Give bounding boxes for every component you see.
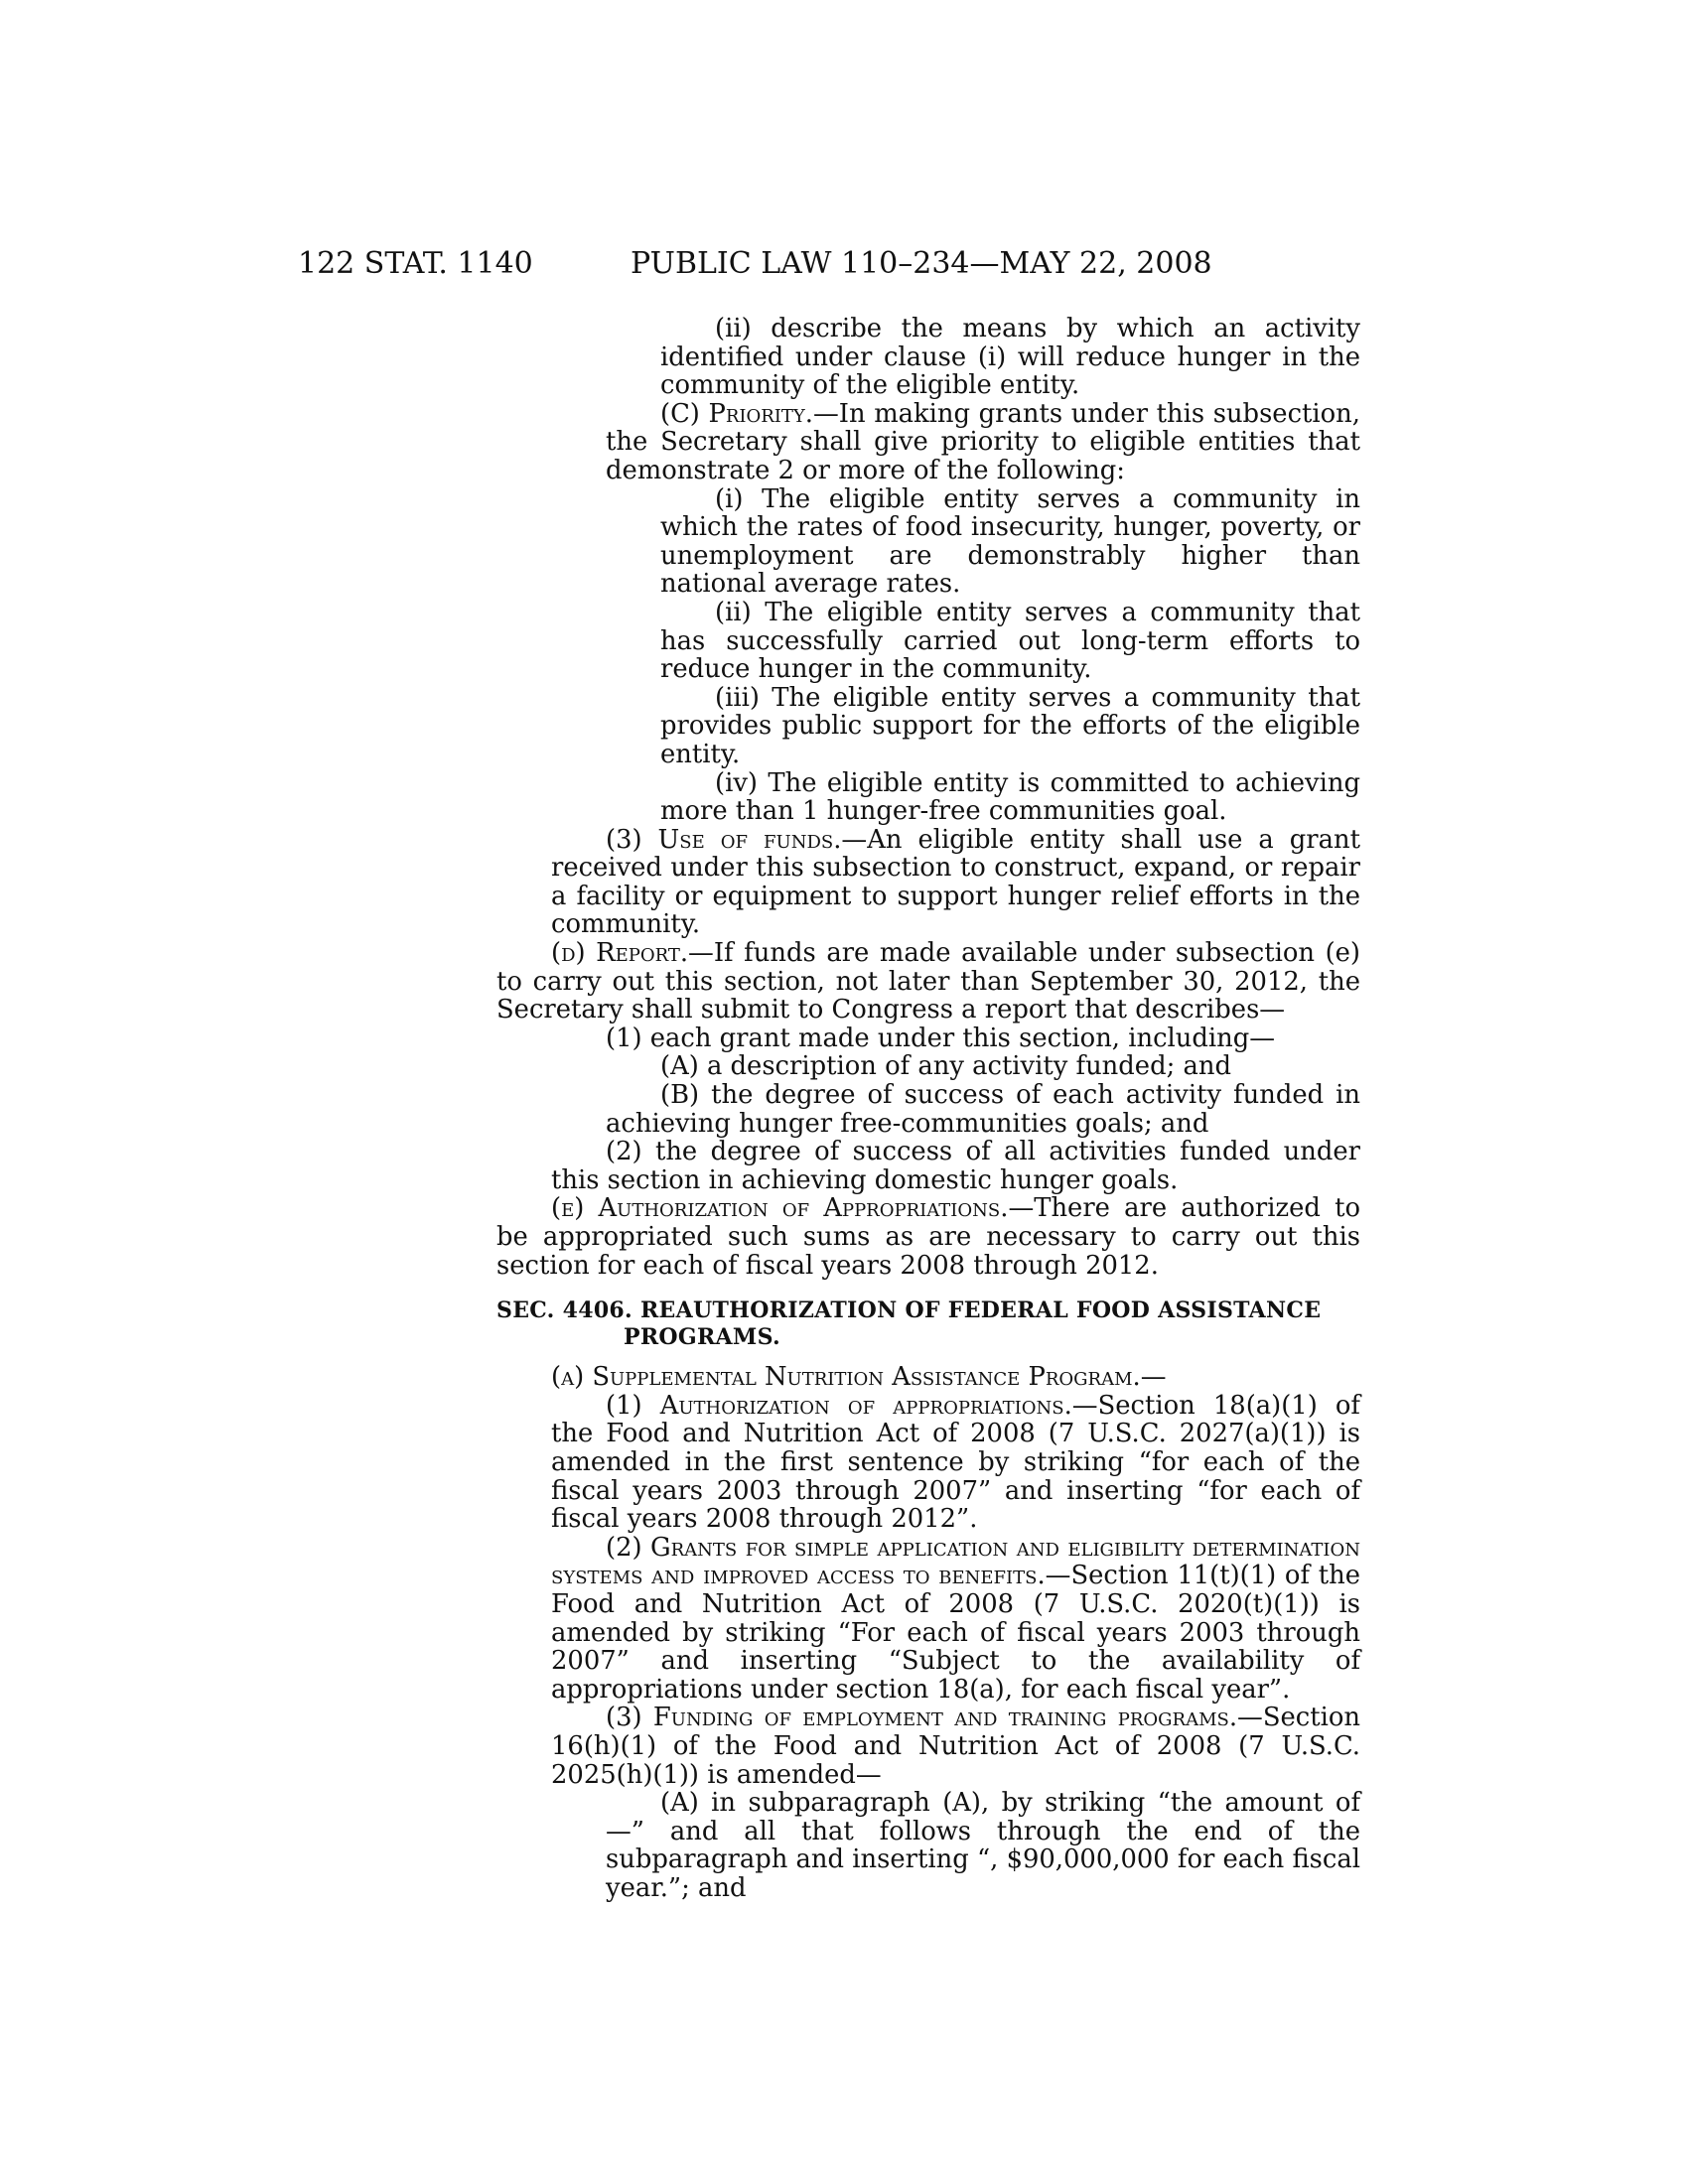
paragraph-text: —In making grants under this subsection, the Secretary shall give priority to eligible entities that demonstrate 2 or more of the following: — [606, 398, 1360, 485]
paragraph: (i) The eligible entity serves a community in which the rates of food insecurity, hunger, poverty, or unemployment are demonstrably higher than national average rates. — [660, 483, 1360, 600]
paragraph-heading: (d) Report. — [551, 938, 689, 969]
paragraph-text: —Section 16(h)(1) of the Food and Nutrition Act of 2008 (7 U.S.C. 2025(h)(1)) is amended— — [551, 1703, 1360, 1790]
statute-page-number: 122 STAT. 1140 — [298, 246, 533, 281]
paragraph — [496, 1194, 1360, 1280]
paragraph — [496, 1392, 1360, 1534]
paragraph: (iii) The eligible entity serves a community that provides public support for the efforts of the eligible entity. — [660, 682, 1360, 769]
paragraph — [496, 939, 1360, 1024]
paragraph: (2) the degree of success of all activities funded under this section in achieving domestic hunger goals. — [551, 1137, 1360, 1195]
paragraph: (ii) The eligible entity serves a community that has successfully carried out long-term efforts to reduce hunger in the community. — [660, 597, 1360, 685]
document-body — [496, 315, 1360, 1902]
paragraph-heading: (C) Priority. — [660, 398, 813, 429]
paragraph — [496, 1534, 1360, 1705]
paragraph — [496, 1704, 1360, 1789]
paragraph: (A) in subparagraph (A), by striking “the amount of—” and all that follows through the end of the subparagraph and inserting “, $90,000,000 for each fiscal year.”; and — [606, 1788, 1360, 1903]
paragraph: (B) the degree of success of each activity funded in achieving hunger free-communities goals; and — [606, 1080, 1360, 1139]
paragraph-text: —There are authorized to be appropriated such sums as are necessary to carry out this section for each of fiscal years 2008 through 2012. — [496, 1193, 1360, 1281]
paragraph-text: —If funds are made available under subsection (e) to carry out this section, not later than September 30, 2012, the Secretary shall submit to Congress a report that describes— — [496, 938, 1360, 1025]
paragraph — [496, 400, 1360, 485]
paragraph-heading: (3) Funding of employment and training programs. — [606, 1703, 1238, 1733]
paragraph-heading: (3) Use of funds. — [606, 824, 842, 855]
paragraph: (1) each grant made under this section, including— — [606, 1023, 1276, 1053]
paragraph: (A) a description of any activity funded; and — [660, 1051, 1231, 1082]
paragraph — [496, 1363, 1360, 1392]
paragraph: (iv) The eligible entity is committed to achieving more than 1 hunger-free communities goal. — [660, 767, 1360, 827]
paragraph: (ii) describe the means by which an activity identified under clause (i) will reduce hunger in the community of the eligible entity. — [660, 314, 1360, 401]
paragraph-text: —Section 18(a)(1) of the Food and Nutrition Act of 2008 (7 U.S.C. 2027(a)(1)) is amended in the first sentence by striking “for each of the fiscal years 2003 through 2007” and inserting “for each of fiscal years 2008 through 2012”. — [551, 1390, 1360, 1535]
section-heading: SEC. 4406. REAUTHORIZATION OF FEDERAL FOOD ASSISTANCE PROGRAMS. — [496, 1297, 1322, 1351]
paragraph-heading: (2) Grants for simple application and eligibility determination systems and improved access to benefits. — [551, 1532, 1360, 1591]
paragraph-heading: (1) Authorization of appropriations. — [606, 1390, 1072, 1421]
public-law-title: PUBLIC LAW 110–234—MAY 22, 2008 — [631, 246, 1212, 281]
paragraph-heading: (e) Authorization of Appropriations. — [551, 1193, 1009, 1224]
page-header — [0, 246, 1688, 286]
paragraph — [496, 826, 1360, 939]
paragraph-text: —An eligible entity shall use a grant received under this subsection to construct, expand, or repair a facility or equipment to support hunger relief efforts in the community. — [551, 824, 1360, 940]
paragraph-text: —Section 11(t)(1) of the Food and Nutrition Act of 2008 (7 U.S.C. 2020(t)(1)) is amended by striking “For each of fiscal years 2003 through 2007” and inserting “Subject to the availability of appropriations under section 18(a), for each fiscal year”. — [551, 1561, 1360, 1705]
paragraph-heading: (a) Supplemental Nutrition Assistance Program.— — [551, 1362, 1167, 1393]
